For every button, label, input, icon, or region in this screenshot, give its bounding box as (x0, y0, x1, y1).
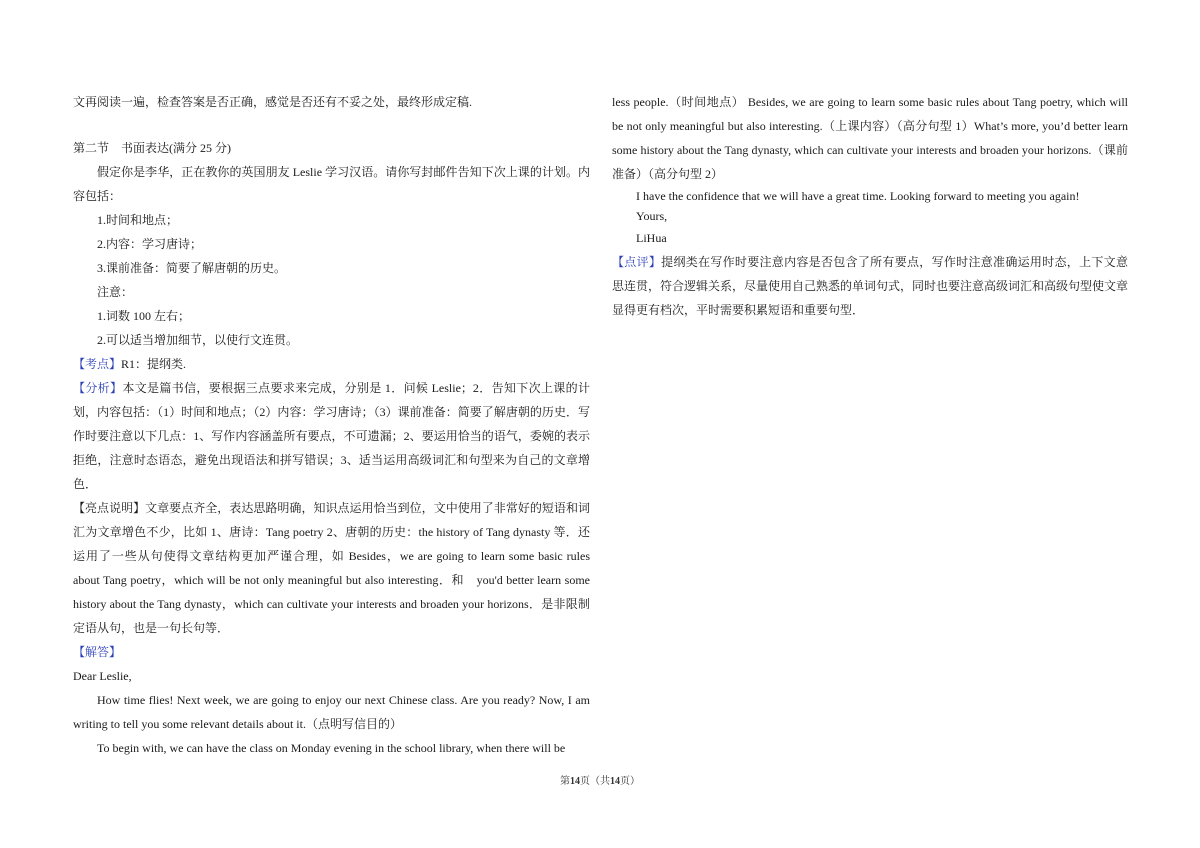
letter-paragraph-2-start: To begin with, we can have the class on Monday evening in the school library, when there will be (97, 741, 566, 755)
letter-sign-off: Yours, (636, 209, 668, 223)
kaodian-tag: 【考点】 (73, 357, 122, 371)
page-footer (0, 772, 1200, 787)
left-column (73, 90, 590, 760)
dianping-tag: 【点评】 (612, 255, 662, 269)
requirement-item-3: 3.课前准备：简要了解唐朝的历史。 (97, 261, 287, 275)
fenxi-paragraph (73, 376, 590, 496)
letter-paragraph-1: How time flies! Next week, we are going to enjoy our next Chinese class. Are you ready? Now, I am writing to tell you some relevant details about it.（点明写信目的） (73, 693, 590, 731)
note-label: 注意： (97, 285, 134, 299)
note-item-1: 1.词数 100 左右； (97, 309, 191, 323)
writing-prompt: 假定你是李华，正在教你的英国朋友 Leslie 学习汉语。请你写封邮件告知下次上课的计划。内容包括： (73, 165, 590, 203)
note-item-2: 2.可以适当增加细节，以使行文连贯。 (97, 333, 299, 347)
footer-suffix: 页） (620, 776, 640, 787)
footer-prefix: 第 (560, 776, 570, 787)
letter-closing-paragraph: I have the confidence that we will have a great time. Looking forward to meeting you again! (636, 189, 1080, 203)
dianping-text: 提纲类在写作时要注意内容是否包含了所有要点，写作时注意准确运用时态，上下文意思连贯，符合逻辑关系，尽量使用自己熟悉的单词句式，同时也要注意高级词汇和高级句型使文章显得更有档次，平时需要积累短语和重要句型． (612, 255, 1129, 317)
kaodian-text: R1：提纲类. (121, 357, 187, 371)
footer-mid: 页（共 (580, 776, 610, 787)
dianping-paragraph (612, 250, 1128, 322)
right-column (612, 90, 1128, 322)
requirement-item-1: 1.时间和地点； (97, 213, 179, 227)
liangdian-paragraph (73, 496, 590, 640)
fenxi-text: 本文是篇书信，要根据三点要求来完成，分别是 1．问候 Leslie；2．告知下次上课的计划，内容包括：（1）时间和地点；（2）内容：学习唐诗；（3）课前准备：简要了解唐朝的历史．写作时要注意以下几点：1、写作内容涵盖所有要点，不可遗漏；2、要运用恰当的语气，委婉的表示拒绝，注意时态语态，避免出现语法和拼写错误；3、适当运用高级词汇和句型来为自己的文章增色． (73, 381, 590, 491)
requirement-item-2: 2.内容：学习唐诗； (97, 237, 203, 251)
jieda-tag: 【解答】 (73, 645, 122, 659)
letter-salutation: Dear Leslie, (73, 669, 132, 683)
liangdian-tag: 【亮点说明】 (73, 501, 146, 515)
kaodian-paragraph (73, 352, 590, 376)
letter-paragraph-2-continued: less people.（时间地点） Besides, we are going to learn some basic rules about Tang poetry, which will be not only meaningful but also interesting.（上课内容）（高分句型 1）What’s more, you’d better learn some history about the Tang dynasty, which can cultivate your interests and broaden your horizons.（课前准备）（高分句型 2） (612, 95, 1128, 181)
fenxi-tag: 【分析】 (73, 381, 123, 395)
letter-signature-name: LiHua (636, 231, 667, 245)
intro-line: 文再阅读一遍，检查答案是否正确，感觉是否还有不妥之处，最终形成定稿. (73, 95, 473, 109)
section-heading: 第二节 书面表达(满分 25 分) (73, 141, 231, 155)
liangdian-text: 文章要点齐全，表达思路明确，知识点运用恰当到位，文中使用了非常好的短语和词汇为文章增色不少，比如 1、唐诗：Tang poetry 2、唐朝的历史：the history of Tang dynasty 等．还运用了一些从句使得文章结构更加严谨合理，如 Besides，we are going to learn some basic rules about Tang poetry，which will be not only meaningful but also interesting．和 you'd better learn some history about the Tang dynasty，which can cultivate your interests and broaden your horizons．是非限制定语从句，也是一句长句等． (73, 501, 590, 635)
footer-page-number: 14 (570, 776, 580, 787)
footer-total-pages: 14 (610, 776, 620, 787)
